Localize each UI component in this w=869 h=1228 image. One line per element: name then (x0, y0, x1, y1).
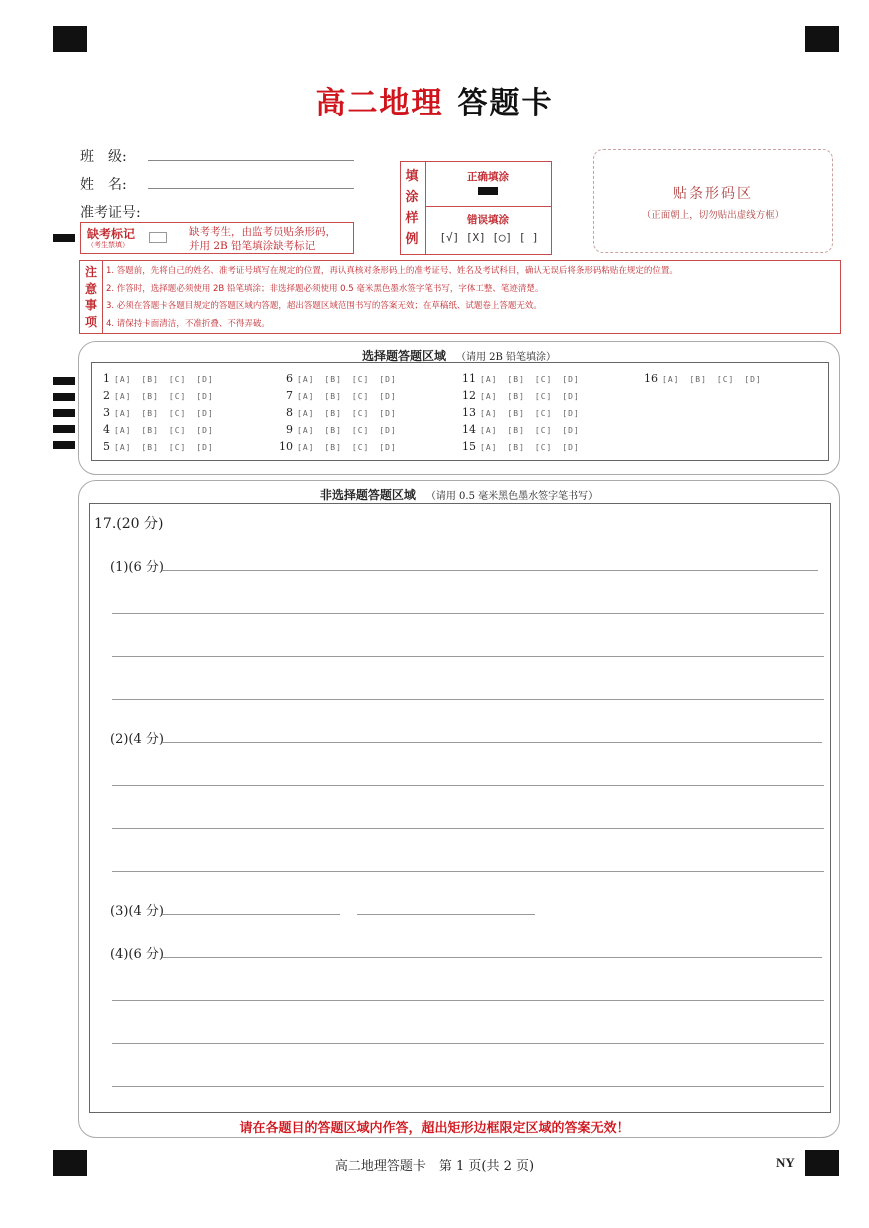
answer-bubble[interactable]: [D] (379, 426, 397, 435)
answer-bubble[interactable]: [A] (114, 392, 132, 401)
question-number: 5 (103, 440, 110, 453)
answer-line[interactable] (357, 914, 535, 915)
question-17-heading: 17.(20 分) (94, 516, 164, 532)
answer-bubble[interactable]: [C] (534, 375, 553, 384)
answer-bubble[interactable]: [C] (716, 375, 735, 384)
choice-question-10 (275, 439, 407, 455)
question-number: 10 (279, 440, 293, 453)
answer-line[interactable] (112, 656, 824, 657)
answer-bubble[interactable]: [A] (480, 375, 498, 384)
choice-question-5 (92, 439, 224, 455)
wrong-fill-examples: [√] [X] [◯] [ ] (439, 231, 539, 244)
answer-bubble[interactable]: [B] (324, 375, 342, 384)
choice-question-2 (92, 388, 224, 404)
answer-bubble[interactable]: [B] (141, 426, 159, 435)
question-number: 11 (462, 372, 476, 385)
answer-bubble[interactable]: [B] (507, 426, 525, 435)
answer-bubble[interactable]: [A] (480, 443, 498, 452)
correct-fill-example (478, 187, 498, 195)
answer-bubble[interactable]: [C] (534, 443, 553, 452)
answer-bubble[interactable]: [A] (662, 375, 680, 384)
answer-bubble[interactable]: [D] (562, 409, 580, 418)
free-response-section (78, 480, 840, 1138)
answer-bubble[interactable]: [C] (534, 409, 553, 418)
answer-line[interactable] (112, 613, 824, 614)
registration-mark-top-left (53, 26, 87, 52)
fill-sample-box (400, 161, 552, 255)
choice-question-4 (92, 422, 224, 438)
timing-mark (53, 393, 75, 401)
timing-mark (53, 377, 75, 385)
absent-mark-sublabel: （考生禁填） (87, 241, 129, 249)
question-number: 4 (103, 423, 110, 436)
answer-bubble[interactable]: [B] (324, 409, 342, 418)
question-number: 9 (286, 423, 293, 436)
timing-mark (53, 409, 75, 417)
answer-line[interactable] (112, 871, 824, 872)
choice-question-16 (640, 371, 772, 387)
answer-line[interactable] (112, 785, 824, 786)
notice-box (79, 260, 841, 334)
answer-bubble[interactable]: [B] (507, 409, 525, 418)
notice-item: 3. 必须在答题卡各题目规定的答题区域内答题，超出答题区域范围书写的答案无效；在草稿纸、试题卷上答题无效。 (106, 301, 542, 311)
answer-bubble[interactable]: [A] (114, 443, 132, 452)
absent-mark-desc-2: 并用 2B 铅笔填涂缺考标记 (189, 240, 316, 252)
notice-item: 2. 作答时，选择题必须使用 2B 铅笔填涂；非选择题必须使用 0.5 毫米黑色墨水签字笔书写，字体工整、笔迹清楚。 (106, 283, 544, 294)
choice-question-1 (92, 371, 224, 387)
answer-bubble[interactable]: [D] (744, 375, 762, 384)
answer-bubble[interactable]: [C] (168, 426, 187, 435)
title-subject: 高二地理 (315, 86, 444, 121)
choice-question-13 (458, 405, 590, 421)
question-number: 2 (103, 389, 110, 402)
answer-bubble[interactable]: [B] (324, 426, 342, 435)
choice-question-12 (458, 388, 590, 404)
name-label: 姓 名: (80, 177, 127, 193)
answer-bubble[interactable]: [B] (141, 443, 159, 452)
name-field[interactable] (148, 188, 354, 189)
answer-bubble[interactable]: [C] (351, 375, 370, 384)
question-number: 14 (462, 423, 476, 436)
title-card: 答题卡 (457, 86, 554, 121)
answer-line[interactable] (162, 957, 822, 958)
timing-mark (53, 441, 75, 449)
answer-bubble[interactable]: [A] (480, 426, 498, 435)
answer-line[interactable] (162, 914, 340, 915)
answer-line[interactable] (112, 1043, 824, 1044)
answer-bubble[interactable]: [A] (297, 409, 315, 418)
answer-bubble[interactable]: [A] (297, 443, 315, 452)
question-number: 16 (644, 372, 658, 385)
choice-section-title: 选择题答题区域 （请用 2B 铅笔填涂） (361, 349, 557, 363)
answer-bubble[interactable]: [D] (379, 392, 397, 401)
answer-bubble[interactable]: [C] (351, 443, 370, 452)
answer-bubble[interactable]: [D] (196, 409, 214, 418)
notice-item: 4. 请保持卡面清洁，不准折叠、不得弄破。 (106, 318, 270, 329)
notice-item: 1. 答题前，先将自己的姓名、准考证号填写在规定的位置，再认真核对条形码上的准考证号、姓名及考试科目，确认无误后将条形码粘贴在规定的位置。 (106, 266, 678, 276)
answer-line[interactable] (112, 828, 824, 829)
answer-bubble[interactable]: [D] (196, 443, 214, 452)
answer-bubble[interactable]: [B] (507, 443, 525, 452)
answer-bubble[interactable]: [A] (480, 409, 498, 418)
question-number: 6 (286, 372, 293, 385)
barcode-note: （正面朝上，切勿贴出虚线方框） (641, 210, 785, 221)
answer-bubble[interactable]: [D] (562, 392, 580, 401)
choice-question-6 (275, 371, 407, 387)
answer-bubble[interactable]: [B] (324, 392, 342, 401)
answer-bubble[interactable]: [D] (379, 443, 397, 452)
answer-bubble[interactable]: [A] (114, 426, 132, 435)
fill-sample-side-label: 填 涂 样 例 (405, 169, 419, 247)
page-footer-text: 高二地理答题卡 第 1 页(共 2 页) (334, 1159, 535, 1174)
answer-bubble[interactable]: [D] (562, 426, 580, 435)
choice-question-3 (92, 405, 224, 421)
question-number: 8 (286, 406, 293, 419)
choice-question-9 (275, 422, 407, 438)
class-label: 班 级: (80, 149, 127, 165)
answer-area-warning: 请在各题目的答题区域内作答，超出矩形边框限定区域的答案无效！ (239, 1121, 630, 1136)
question-number: 12 (462, 389, 476, 402)
answer-bubble[interactable]: [A] (114, 375, 132, 384)
answer-bubble[interactable]: [C] (168, 392, 187, 401)
answer-bubble[interactable]: [C] (168, 375, 187, 384)
part-3-label: (3)(4 分) (110, 904, 164, 919)
correct-fill-label: 正确填涂 (467, 171, 509, 183)
timing-mark (53, 234, 75, 242)
answer-bubble[interactable]: [C] (351, 409, 370, 418)
notice-items (106, 263, 678, 333)
answer-bubble[interactable]: [D] (379, 375, 397, 384)
question-number: 15 (462, 440, 476, 453)
answer-bubble[interactable]: [B] (141, 409, 159, 418)
part-2-label: (2)(4 分) (110, 732, 164, 747)
answer-bubble[interactable]: [A] (114, 409, 132, 418)
answer-bubble[interactable]: [C] (534, 426, 553, 435)
absent-mark-desc-1: 缺考考生，由监考员贴条形码， (189, 226, 336, 238)
free-answer-box (89, 503, 831, 1113)
answer-bubble[interactable]: [A] (297, 375, 315, 384)
question-number: 7 (286, 389, 293, 402)
exam-id-label: 准考证号: (80, 205, 141, 221)
answer-bubble[interactable]: [B] (324, 443, 342, 452)
answer-line[interactable] (162, 570, 818, 571)
footer-code: NY (776, 1155, 795, 1170)
answer-line[interactable] (112, 1086, 824, 1087)
answer-bubble[interactable]: [B] (141, 375, 159, 384)
question-number: 3 (103, 406, 110, 419)
answer-bubble[interactable]: [D] (196, 426, 214, 435)
answer-bubble[interactable]: [D] (562, 375, 580, 384)
choice-question-15 (458, 439, 590, 455)
answer-bubble[interactable]: [D] (562, 443, 580, 452)
answer-bubble[interactable]: [B] (689, 375, 707, 384)
choice-question-7 (275, 388, 407, 404)
absent-mark-label: 缺考标记 (87, 227, 136, 241)
part-4-label: (4)(6 分) (110, 947, 164, 962)
page-title (0, 78, 869, 122)
answer-bubble[interactable]: [A] (480, 392, 498, 401)
answer-bubble[interactable]: [D] (196, 375, 214, 384)
question-number: 1 (103, 372, 110, 385)
answer-bubble[interactable]: [C] (168, 409, 187, 418)
choice-question-11 (458, 371, 590, 387)
wrong-fill-label: 错误填涂 (467, 214, 509, 226)
answer-bubble[interactable]: [A] (297, 392, 315, 401)
part-1-label: (1)(6 分) (110, 560, 164, 575)
answer-line[interactable] (162, 742, 822, 743)
class-field[interactable] (148, 160, 354, 161)
choice-question-14 (458, 422, 590, 438)
answer-line[interactable] (112, 1000, 824, 1001)
barcode-title: 贴条形码区 (673, 186, 753, 202)
choice-question-8 (275, 405, 407, 421)
answer-bubble[interactable]: [C] (534, 392, 553, 401)
registration-mark-top-right (805, 26, 839, 52)
answer-bubble[interactable]: [D] (379, 409, 397, 418)
answer-bubble[interactable]: [C] (168, 443, 187, 452)
notice-side-label: 注 意 事 项 (84, 265, 97, 329)
timing-mark (53, 425, 75, 433)
answer-bubble[interactable]: [C] (351, 426, 370, 435)
free-section-title: 非选择题答题区域 （请用 0.5 毫米黑色墨水签字笔书写） (319, 488, 599, 502)
answer-line[interactable] (112, 699, 824, 700)
answer-bubble[interactable]: [A] (297, 426, 315, 435)
absent-mark-box (80, 222, 354, 254)
question-number: 13 (462, 406, 476, 419)
answer-bubble[interactable]: [B] (507, 392, 525, 401)
answer-bubble[interactable]: [C] (351, 392, 370, 401)
answer-bubble[interactable]: [B] (141, 392, 159, 401)
absent-mark-checkbox[interactable] (149, 232, 167, 243)
answer-bubble[interactable]: [D] (196, 392, 214, 401)
barcode-area (593, 149, 833, 253)
answer-bubble[interactable]: [B] (507, 375, 525, 384)
